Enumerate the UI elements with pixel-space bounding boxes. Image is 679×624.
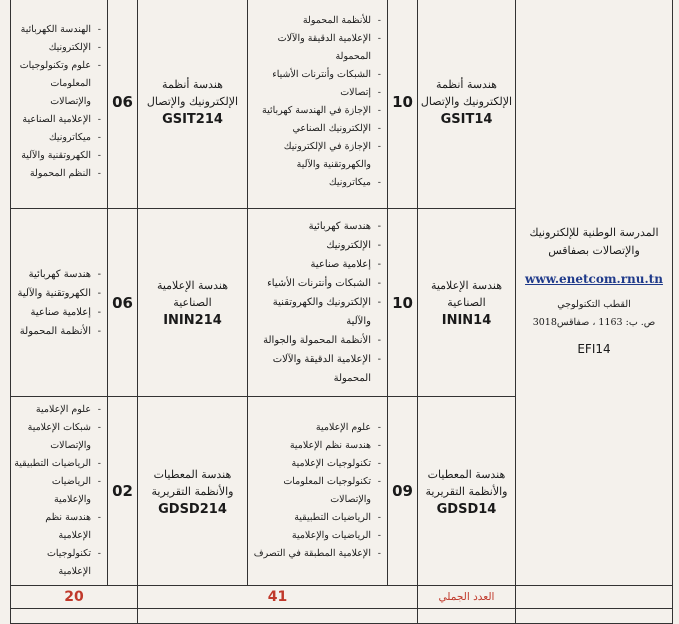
specialties-a-list bbox=[248, 8, 387, 196]
institution-address-2: ص. ب: 1163 ، صفاقس3018 bbox=[532, 317, 656, 328]
list-item: - الإجازة في الإلكترونيك والكهروتقنية والآلية bbox=[250, 138, 381, 174]
list-item: - الإلكترونيك bbox=[250, 236, 381, 255]
specialties-a-list bbox=[248, 213, 387, 392]
list-item: - علوم الإعلامية bbox=[250, 419, 381, 437]
course-a-cell bbox=[418, 397, 516, 586]
course-a-code: ININ14 bbox=[441, 313, 492, 328]
count-a: 10 bbox=[388, 209, 418, 397]
list-item: - للأنظمة المحمولة bbox=[250, 12, 381, 30]
list-item: - شبكات الإعلامية والإتصالات bbox=[13, 419, 101, 455]
totals-row bbox=[11, 586, 673, 609]
list-item: - الرياضيات التطبيقية bbox=[13, 455, 101, 473]
list-item: - إعلامية صناعية bbox=[250, 255, 381, 274]
totals-blank-cell bbox=[516, 586, 673, 609]
list-item: - الكهروتقنية والآلية bbox=[13, 147, 101, 165]
course-b-name: هندسة المعطيات والأنظمة التقريرية bbox=[151, 467, 234, 498]
list-item: - تكنولوجيات الإعلامية bbox=[13, 545, 101, 581]
list-item: - الهندسة الكهربائية bbox=[13, 21, 101, 39]
list-item: - الكهروتقنية والآلية bbox=[13, 284, 101, 303]
list-item: - الرياضيات التطبيقية bbox=[250, 509, 381, 527]
totals-label: العدد الجملي bbox=[418, 586, 516, 609]
list-item: - الإعلامية المطبقة في التصرف bbox=[250, 545, 381, 563]
count-b: 06 bbox=[108, 0, 138, 209]
course-a-code: GSIT14 bbox=[440, 112, 493, 127]
list-item: - الإعلامية الدقيقة والآلات المحمولة bbox=[250, 350, 381, 388]
list-item: - الإجازة في الهندسة كهربائية bbox=[250, 102, 381, 120]
list-item: - هندسة نظم الإعلامية bbox=[13, 509, 101, 545]
count-a: 10 bbox=[388, 0, 418, 209]
total-b: 20 bbox=[11, 586, 138, 609]
specialties-b-cell bbox=[11, 0, 108, 209]
list-item: - هندسة كهربائية bbox=[250, 217, 381, 236]
course-b-code: GSIT214 bbox=[162, 112, 223, 127]
institution-address-1: القطب التكنولوجي bbox=[557, 299, 631, 310]
specialties-a-cell bbox=[248, 209, 388, 397]
course-a-code: GDSD14 bbox=[436, 501, 497, 517]
course-b-name: هندسة الإعلامية الصناعية bbox=[156, 279, 229, 309]
specialties-a-list bbox=[248, 415, 387, 567]
list-item: - هندسة نظم الإعلامية bbox=[250, 437, 381, 455]
specialties-b-list bbox=[11, 17, 107, 187]
institution-cell bbox=[516, 0, 673, 586]
list-item: - علوم الإعلامية bbox=[13, 401, 101, 419]
list-item: - ميكاترونيك bbox=[13, 129, 101, 147]
list-item: - الإلكترونيك bbox=[13, 39, 101, 57]
list-item: - النظم المحمولة bbox=[13, 165, 101, 183]
list-item: - الشبكات وأنترنات الأشياء bbox=[250, 66, 381, 84]
list-item: - الشبكات وأنترنات الأشياء bbox=[250, 274, 381, 293]
list-item: - تكنولوجيات الإعلامية bbox=[250, 455, 381, 473]
specialties-a-cell bbox=[248, 397, 388, 586]
list-item: - الرياضيات والإعلامية bbox=[250, 527, 381, 545]
course-b-code: GDSD214 bbox=[158, 501, 227, 517]
institution-url[interactable]: www.enetcom.rnu.tn bbox=[525, 272, 663, 286]
list-item: - الأنظمة المحمولة والجوالة bbox=[250, 331, 381, 350]
list-item: - إعلامية صناعية bbox=[13, 303, 101, 322]
course-b-code: ININ214 bbox=[163, 313, 222, 328]
table-row bbox=[11, 609, 673, 624]
specialties-b-list bbox=[11, 261, 107, 345]
course-a-cell bbox=[418, 209, 516, 397]
specialties-b-cell bbox=[11, 209, 108, 397]
specialties-b-list bbox=[11, 397, 107, 585]
list-item: - ميكاترونيك bbox=[250, 174, 381, 192]
course-b-cell bbox=[138, 209, 248, 397]
table-row bbox=[11, 0, 673, 209]
count-b: 02 bbox=[108, 397, 138, 586]
specialties-table bbox=[10, 0, 673, 624]
list-item: - الإعلامية الدقيقة والآلات المحمولة bbox=[250, 30, 381, 66]
course-a-cell bbox=[418, 0, 516, 209]
count-a: 09 bbox=[388, 397, 418, 586]
count-b: 06 bbox=[108, 209, 138, 397]
list-item: - الأنظمة المحمولة bbox=[13, 322, 101, 341]
list-item: - الإلكترونيك والكهروتقنية والآلية bbox=[250, 293, 381, 331]
course-b-name: هندسة أنظمة الإلكترونيك والإتصال bbox=[146, 78, 239, 108]
list-item: - تكنولوجيات المعلومات والإتصالات bbox=[250, 473, 381, 509]
institution-code: EFI14 bbox=[577, 342, 611, 356]
course-a-name: هندسة أنظمة الإلكترونيك والإتصال bbox=[420, 78, 513, 108]
specialties-a-cell bbox=[248, 0, 388, 209]
list-item: - علوم وتكنولوجيات المعلومات والإتصالات bbox=[13, 57, 101, 111]
total-a: 41 bbox=[138, 586, 418, 609]
course-a-name: هندسة الإعلامية الصناعية bbox=[430, 279, 503, 309]
course-b-cell bbox=[138, 397, 248, 586]
course-a-name: هندسة المعطيات والأنظمة التقريرية bbox=[425, 467, 508, 498]
institution-name: المدرسة الوطنية للإلكترونيك والإتصالات بصفاقس bbox=[529, 226, 659, 257]
specialties-b-cell bbox=[11, 397, 108, 586]
list-item: - إتصالات bbox=[250, 84, 381, 102]
course-b-cell bbox=[138, 0, 248, 209]
list-item: - هندسة كهربائية bbox=[13, 265, 101, 284]
list-item: - الرياضيات والإعلامية bbox=[13, 473, 101, 509]
list-item: - الإلكترونيك الصناعي bbox=[250, 120, 381, 138]
list-item: - الإعلامية الصناعية bbox=[13, 111, 101, 129]
